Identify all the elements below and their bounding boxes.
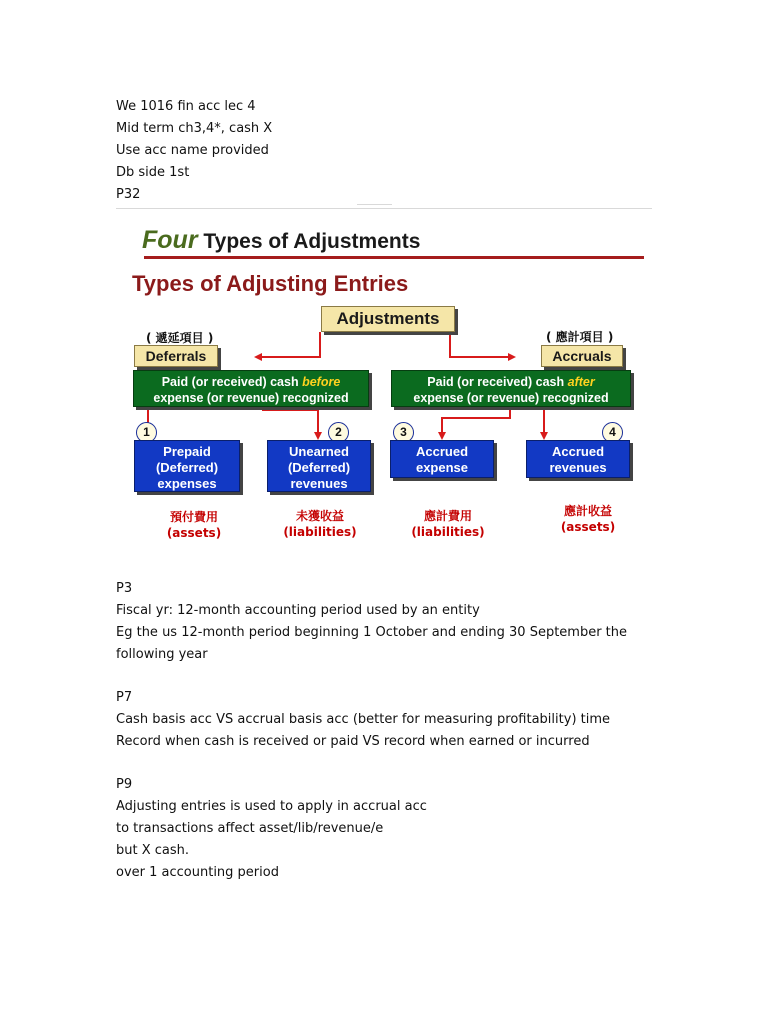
card-line: revenues <box>549 460 607 475</box>
before-emphasis: before <box>302 375 341 389</box>
card-line: Prepaid <box>163 444 211 459</box>
note-line: but X cash. <box>116 843 190 858</box>
caption-cjk: 未獲收益 <box>295 509 344 523</box>
note-section-p7 <box>116 687 610 753</box>
note-line: over 1 accounting period <box>116 865 279 880</box>
note-line: Eg the us 12-month period beginning 1 October and ending 30 September the <box>116 625 628 640</box>
prepaid-caption <box>134 509 254 541</box>
card-line: (Deferred) <box>287 460 351 475</box>
note-line: Fiscal yr: 12-month accounting period used by an entity <box>116 603 480 618</box>
caption-cjk: 應計收益 <box>563 504 612 518</box>
caption-cjk: 預付費用 <box>169 510 218 524</box>
after-emphasis: after <box>567 375 595 389</box>
cash-after-box <box>391 370 631 407</box>
note-section-p3 <box>116 578 627 666</box>
accrued-revenues-box <box>526 440 630 478</box>
number-badge-3: 3 <box>393 422 414 443</box>
caption-type: (liabilities) <box>283 525 357 539</box>
deferrals-cjk-label: ( 遞延項目 ) <box>146 331 214 345</box>
note-line: P9 <box>116 777 133 792</box>
note-line: Use acc name provided <box>116 143 269 158</box>
number-badge-1: 1 <box>136 422 157 443</box>
number-badge-2: 2 <box>328 422 349 443</box>
cash-before-box <box>133 370 369 407</box>
number-badge-4: 4 <box>602 422 623 443</box>
slide-subtitle: Types of Adjusting Entries <box>132 271 409 296</box>
accruals-box: Accruals <box>541 345 623 367</box>
slide-title-rest: Types of Adjustments <box>197 230 421 253</box>
note-line: to transactions affect asset/lib/revenue/e <box>116 821 384 836</box>
caption-type: (assets) <box>166 526 222 540</box>
adjustments-box: Adjustments <box>321 306 455 332</box>
note-line: Adjusting entries is used to apply in accrual acc <box>116 799 427 814</box>
card-line: Accrued <box>415 444 469 459</box>
unearned-revenues-box <box>267 440 371 492</box>
note-line: P32 <box>116 187 141 202</box>
cash-after-text: Paid (or received) cash <box>427 375 568 389</box>
note-line: P3 <box>116 581 133 596</box>
separator-line <box>116 208 652 209</box>
note-line: We 1016 fin acc lec 4 <box>116 99 256 114</box>
accrued-revenues-caption <box>528 503 648 535</box>
card-line: revenues <box>290 476 348 491</box>
note-line: Mid term ch3,4*, cash X <box>116 121 273 136</box>
note-line: following year <box>116 647 208 662</box>
deferrals-box: Deferrals <box>134 345 218 367</box>
card-line: Accrued <box>551 444 605 459</box>
card-line: expenses <box>157 476 217 491</box>
caption-type: (liabilities) <box>411 525 485 539</box>
note-line: P7 <box>116 690 133 705</box>
prepaid-expenses-box <box>134 440 240 492</box>
slide-image <box>116 210 652 560</box>
notes-header <box>116 96 272 206</box>
accrued-expense-caption <box>388 508 508 540</box>
note-section-p9 <box>116 774 427 884</box>
accrued-expense-box <box>390 440 494 478</box>
note-line: Cash basis acc VS accrual basis acc (better for measuring profitability) time <box>116 712 611 727</box>
caption-cjk: 應計費用 <box>423 509 472 523</box>
cash-after-line2: expense (or revenue) recognized <box>413 391 609 405</box>
caption-type: (assets) <box>560 520 616 534</box>
cash-before-line2: expense (or revenue) recognized <box>153 391 349 405</box>
card-line: expense <box>415 460 469 475</box>
separator-short <box>357 204 392 205</box>
card-line: (Deferred) <box>155 460 219 475</box>
note-line: Record when cash is received or paid VS record when earned or incurred <box>116 734 590 749</box>
unearned-caption <box>260 508 380 540</box>
cash-before-text: Paid (or received) cash <box>161 375 303 389</box>
card-line: Unearned <box>289 444 349 459</box>
slide-title-four: Four <box>142 226 198 254</box>
note-line: Db side 1st <box>116 165 190 180</box>
accruals-cjk-label: ( 應計項目 ) <box>546 330 614 344</box>
